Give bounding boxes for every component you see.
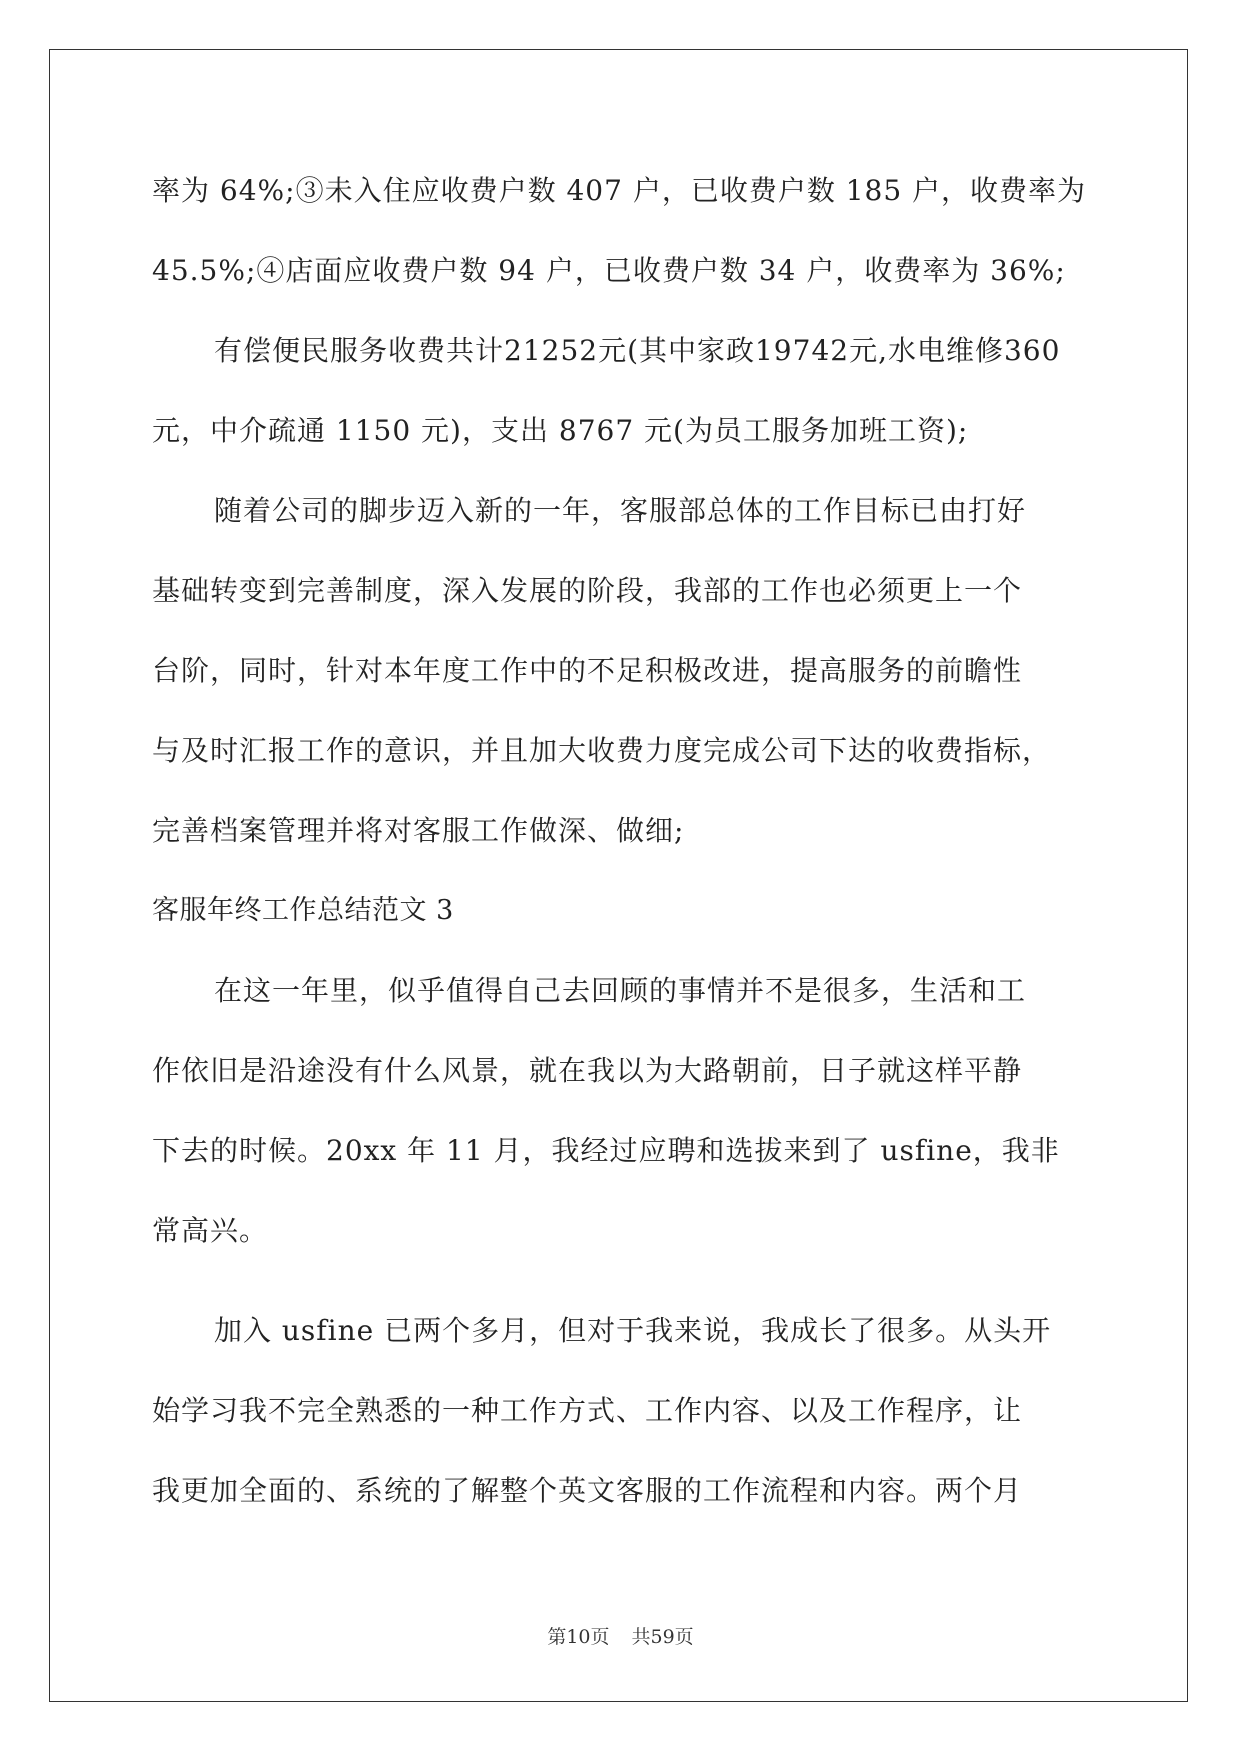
- section-heading: 客服年终工作总结范文 3: [152, 895, 454, 926]
- document-body: [152, 163, 1102, 1543]
- text-line: 常高兴。: [152, 1214, 269, 1247]
- text-line: 作依旧是沿途没有什么风景，就在我以为大路朝前，日子就这样平静: [152, 1054, 1023, 1087]
- text-line: 45.5%;④店面应收费户数 94 户，已收费户数 34 户，收费率为 36%;: [152, 254, 1066, 287]
- paragraph-start-line: 随着公司的脚步迈入新的一年，客服部总体的工作目标已由打好: [214, 494, 1027, 527]
- text-line: 台阶，同时，针对本年度工作中的不足积极改进，提高服务的前瞻性: [152, 654, 1023, 687]
- text-line: 基础转变到完善制度，深入发展的阶段，我部的工作也必须更上一个: [152, 574, 1023, 607]
- text-line: 我更加全面的、系统的了解整个英文客服的工作流程和内容。两个月: [152, 1474, 1023, 1507]
- current-page-number: 第10页: [547, 1626, 610, 1648]
- text-line: 率为 64%;③未入住应收费户数 407 户，已收费户数 185 户，收费率为: [152, 174, 1087, 207]
- text-line: 完善档案管理并将对客服工作做深、做细;: [152, 814, 685, 847]
- text-line: 始学习我不完全熟悉的一种工作方式、工作内容、以及工作程序，让: [152, 1394, 1023, 1427]
- paragraph-start-line: 有偿便民服务收费共计21252元(其中家政19742元,水电维修360: [214, 334, 1061, 367]
- text-line: 下去的时候。20xx 年 11 月，我经过应聘和选拔来到了 usfine，我非: [152, 1134, 1060, 1167]
- text-line: 与及时汇报工作的意识，并且加大收费力度完成公司下达的收费指标，: [152, 734, 1052, 767]
- total-page-count: 共59页: [631, 1626, 694, 1648]
- paragraph-start-line: 在这一年里，似乎值得自己去回顾的事情并不是很多，生活和工: [214, 974, 1027, 1007]
- paragraph-start-line: 加入 usfine 已两个多月，但对于我来说，我成长了很多。从头开: [214, 1314, 1052, 1347]
- page-footer: [0, 1622, 1241, 1649]
- text-line: 元，中介疏通 1150 元)，支出 8767 元(为员工服务加班工资);: [152, 414, 969, 447]
